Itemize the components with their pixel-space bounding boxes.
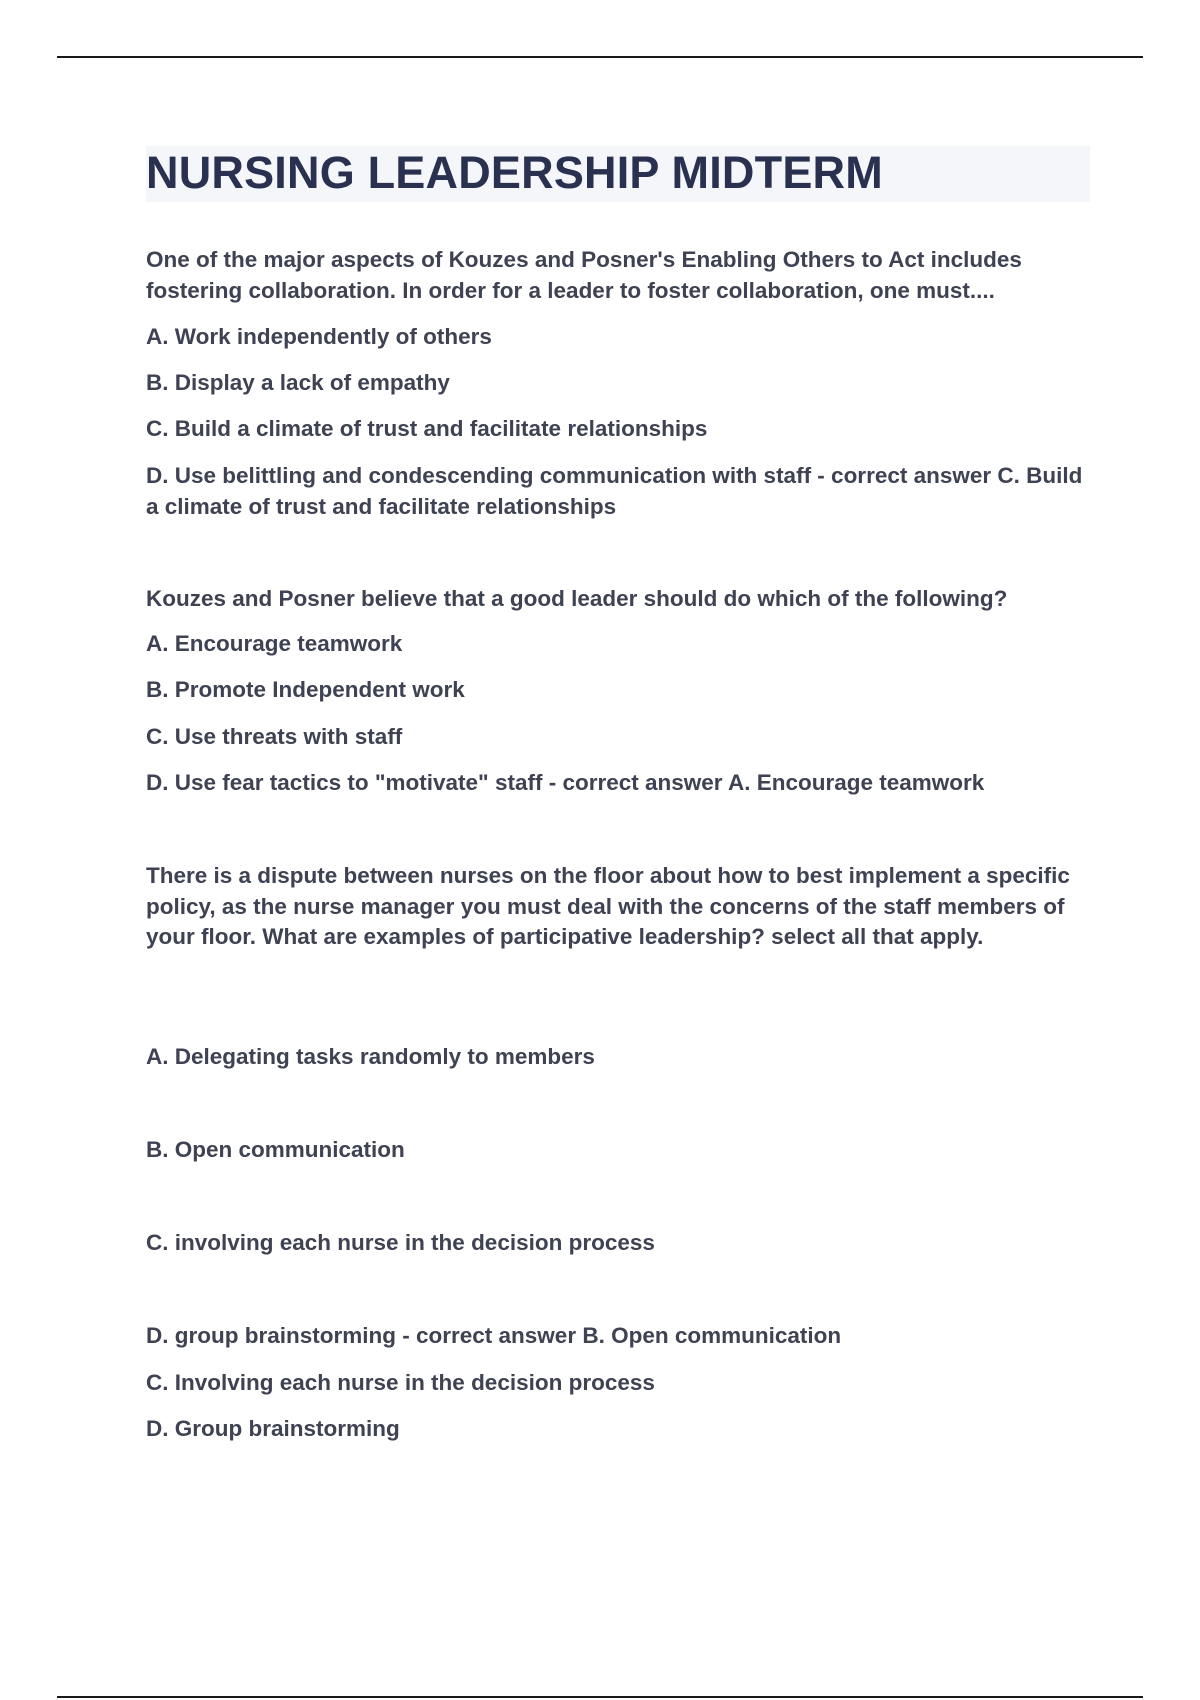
question-3-option-b: B. Open communication xyxy=(146,1137,405,1162)
question-1-prompt: One of the major aspects of Kouzes and Posner's Enabling Others to Act includes fostering collaboration. In order for a leader to foster collaboration, one must.... xyxy=(146,247,1022,303)
question-3-prompt: There is a dispute between nurses on the floor about how to best implement a specific policy, as the nurse manager you must deal with the concerns of the staff members of your floor. What are examples of participative leadership? select all that apply. xyxy=(146,863,1070,949)
question-1-option-c: C. Build a climate of trust and facilitate relationships xyxy=(146,416,708,441)
question-2-option-b: B. Promote Independent work xyxy=(146,677,465,702)
question-2-option-d-answer: D. Use fear tactics to "motivate" staff - correct answer A. Encourage teamwork xyxy=(146,770,985,795)
question-3-option-c: C. involving each nurse in the decision process xyxy=(146,1230,655,1255)
bottom-rule xyxy=(57,1696,1143,1698)
question-3-answer-d: D. Group brainstorming xyxy=(146,1416,400,1441)
question-3-option-d-answer: D. group brainstorming - correct answer B. Open communication xyxy=(146,1323,842,1348)
top-rule xyxy=(57,56,1143,58)
question-1-option-a: A. Work independently of others xyxy=(146,324,492,349)
question-2-option-a: A. Encourage teamwork xyxy=(146,631,403,656)
question-2-option-c: C. Use threats with staff xyxy=(146,724,403,749)
page-title: NURSING LEADERSHIP MIDTERM xyxy=(146,147,883,198)
question-3-answer-c: C. Involving each nurse in the decision process xyxy=(146,1370,655,1395)
question-1-option-d-answer: D. Use belittling and condescending communication with staff - correct answer C. Build a climate of trust and facilitate relationships xyxy=(146,463,1083,519)
question-3-option-a: A. Delegating tasks randomly to members xyxy=(146,1044,595,1069)
question-1-option-b: B. Display a lack of empathy xyxy=(146,370,450,395)
question-2-prompt: Kouzes and Posner believe that a good leader should do which of the following? xyxy=(146,586,1008,611)
